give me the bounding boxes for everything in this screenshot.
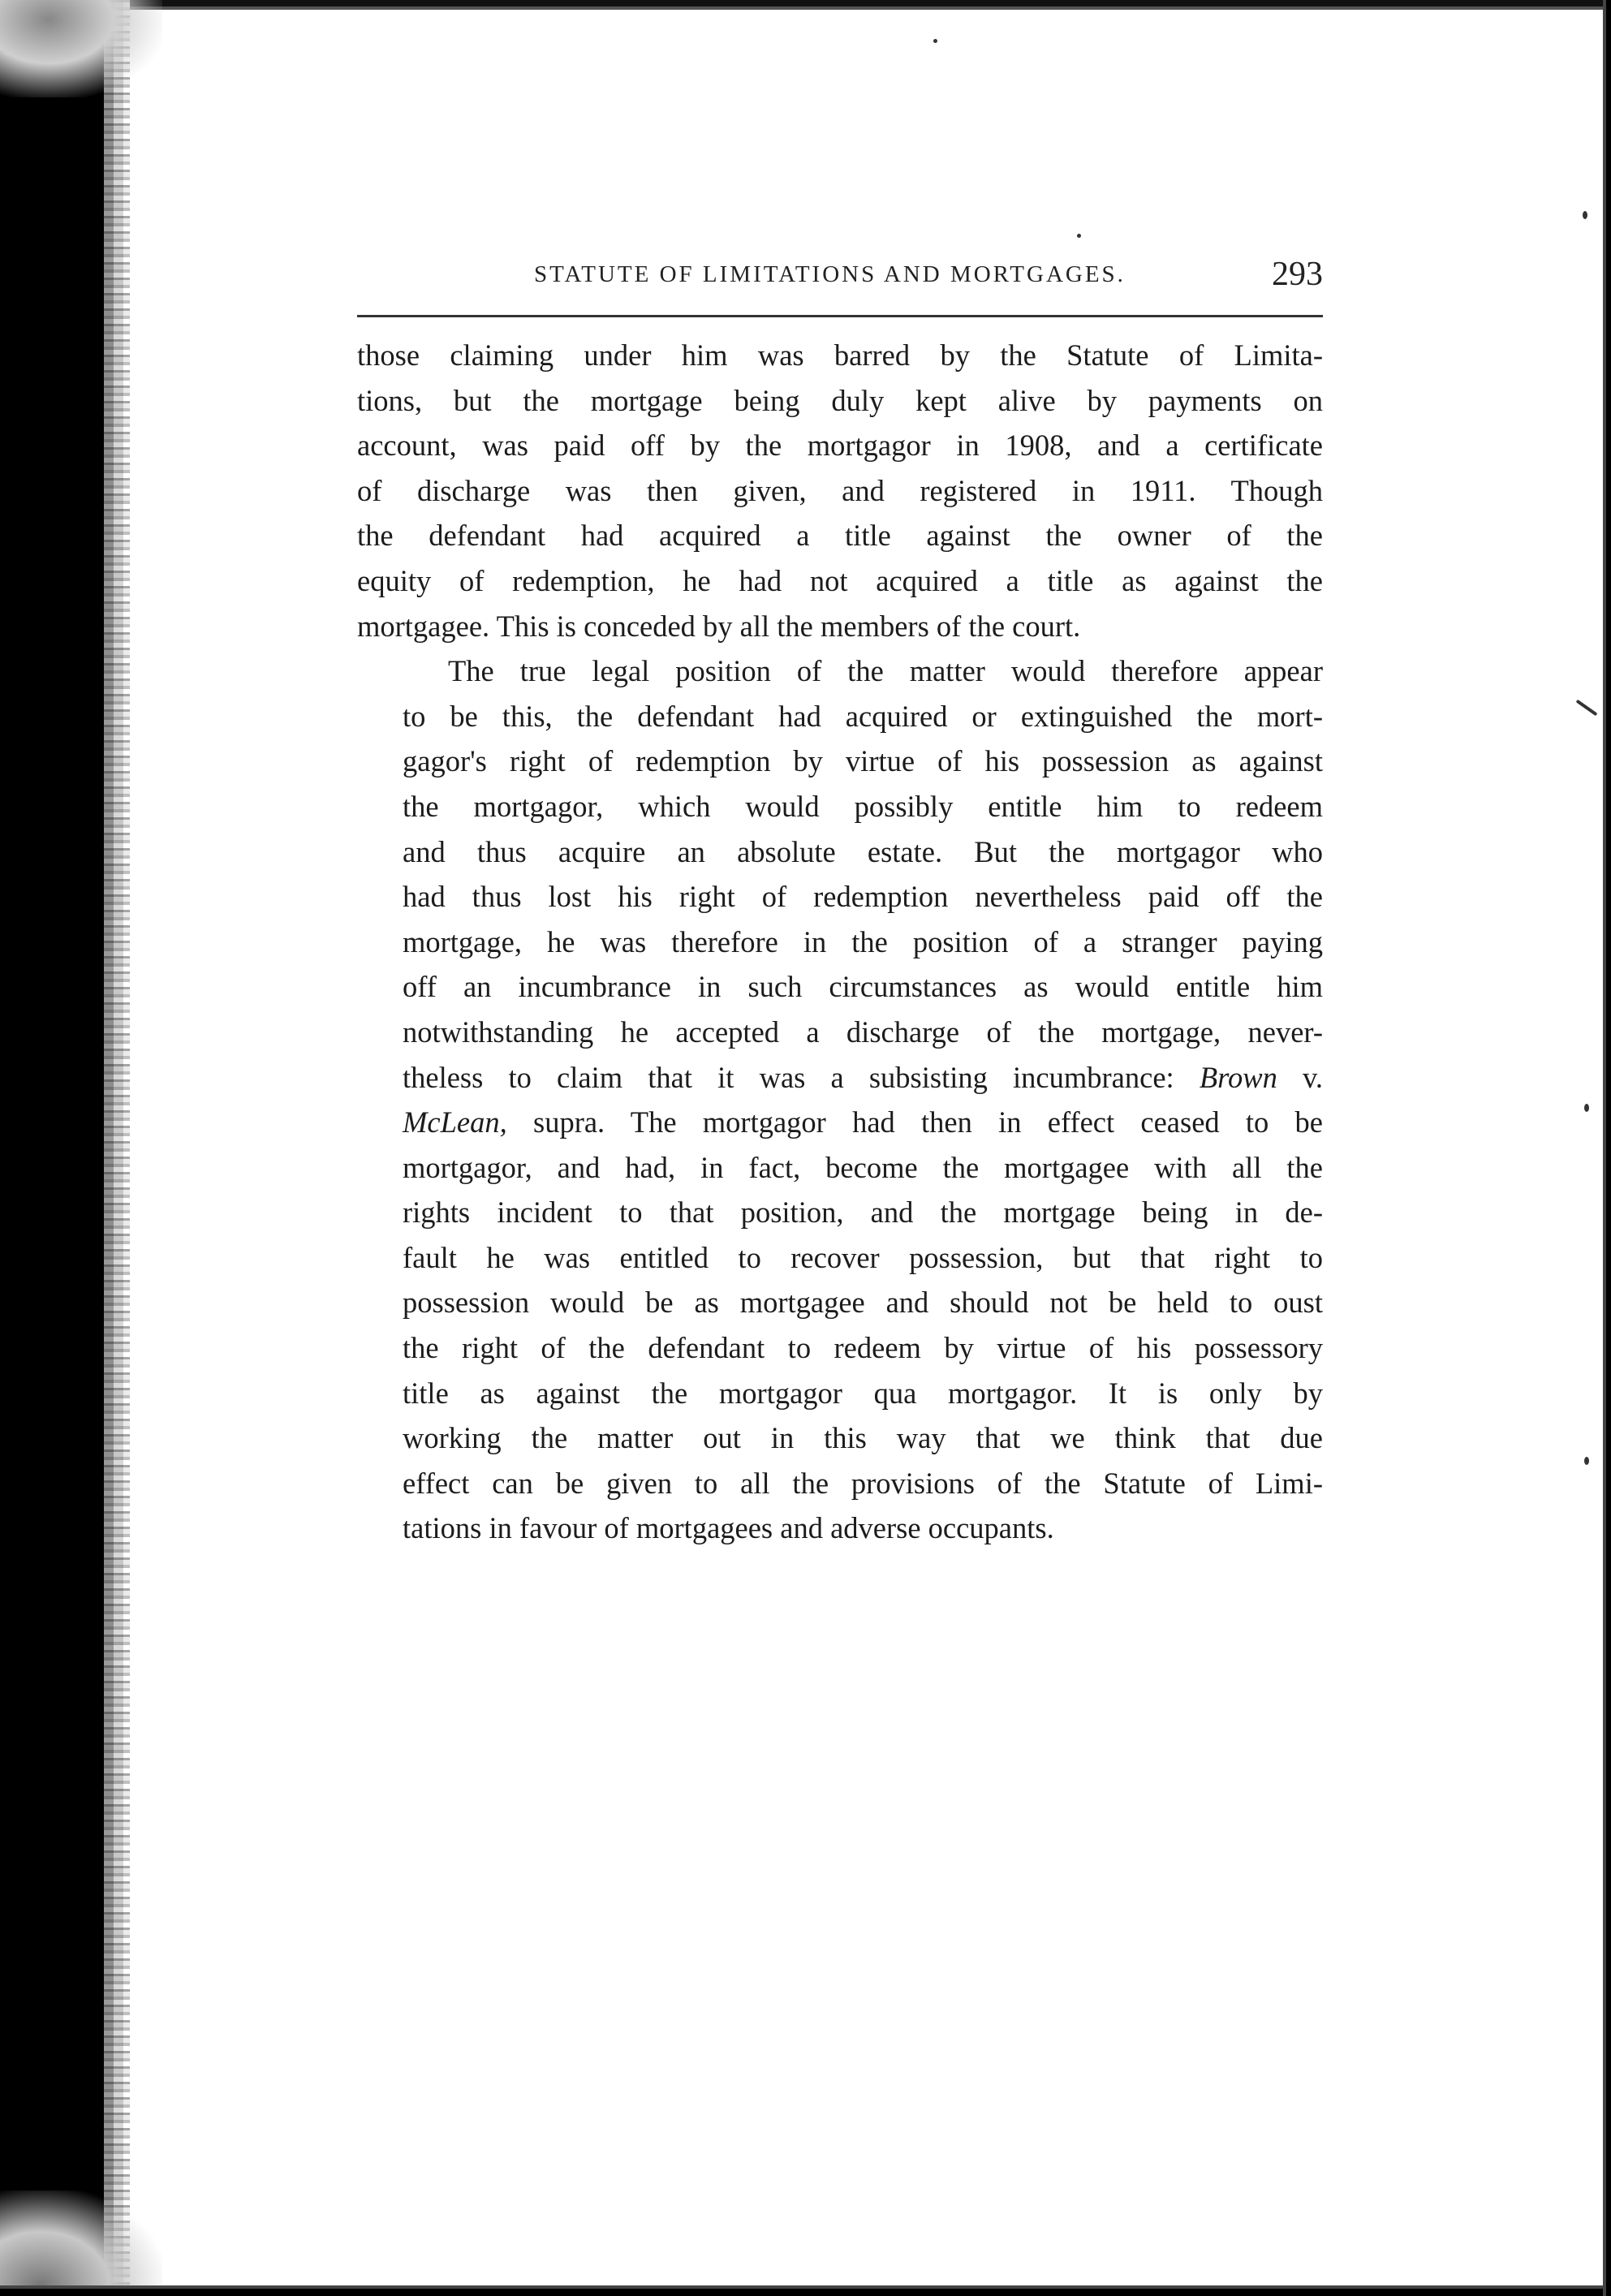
text-segment: supra. The mortgagor had then in effect ceased to be — [533, 1105, 1323, 1139]
body-text — [357, 333, 1323, 1551]
scan-speck — [1576, 700, 1598, 716]
text-line: mortgagee. This is conceded by all the members of the court. — [357, 609, 1081, 643]
scan-border-left — [0, 0, 130, 2296]
scan-speck — [1584, 1104, 1589, 1112]
text-line: the defendant had acquired a title against the owner of the — [357, 519, 1323, 553]
text-line: tions, but the mortgage being duly kept alive by payments on — [357, 383, 1323, 417]
case-name: Brown — [1199, 1060, 1277, 1094]
text-line: title as against the mortgagor qua mortgagor. It is only by — [403, 1376, 1323, 1410]
scan-speck — [933, 39, 937, 43]
text-line: equity of redemption, he had not acquired a title as against the — [357, 563, 1323, 597]
case-name: McLean, — [403, 1105, 507, 1139]
text-line: off an incumbrance in such circumstances as would entitle him — [403, 970, 1323, 1004]
text-line: the mortgagor, which would possibly entitle him to redeem — [403, 789, 1323, 823]
page-number: 293 — [1272, 256, 1323, 293]
text-line: working the matter out in this way that we think that due — [403, 1421, 1323, 1455]
text-line: mortgage, he was therefore in the position of a stranger paying — [403, 924, 1323, 958]
scan-speck — [1077, 234, 1081, 238]
scan-border-right — [1598, 0, 1611, 2296]
text-line: notwithstanding he accepted a discharge of the mortgage, never- — [403, 1014, 1323, 1049]
text-line: mortgagor, and had, in fact, become the mortgagee with all the — [403, 1150, 1323, 1184]
text-line: account, was paid off by the mortgagor in 1908, and a certificate — [357, 429, 1323, 463]
scan-speck — [1584, 1457, 1589, 1465]
text-segment: theless to claim that it was a subsisting incumbrance: — [403, 1060, 1174, 1094]
scan-corner-bottom-left — [0, 2190, 162, 2296]
text-line: those claiming under him was barred by the Statute of Limita- — [357, 338, 1323, 372]
scan-corner-top-left — [0, 0, 162, 97]
text-line: the right of the defendant to redeem by virtue of his possessory — [403, 1331, 1323, 1365]
text-line: possession would be as mortgagee and should not be held to oust — [403, 1286, 1323, 1320]
text-line: The true legal position of the matter would therefore appear — [448, 654, 1323, 688]
text-line: had thus lost his right of redemption nevertheless paid off the — [403, 880, 1323, 914]
text-line-with-citation — [357, 1100, 1323, 1145]
text-line: gagor's right of redemption by virtue of his possession as against — [403, 744, 1323, 778]
running-title: STATUTE OF LIMITATIONS AND MORTGAGES. — [534, 261, 1126, 287]
header-rule — [357, 315, 1323, 317]
paragraph-1 — [357, 333, 1323, 648]
text-line: and thus acquire an absolute estate. But the mortgagor who — [403, 834, 1323, 868]
text-line: tations in favour of mortgagees and adverse occupants. — [403, 1511, 1054, 1545]
text-line-with-citation — [357, 1055, 1323, 1101]
text-line: rights incident to that position, and the mortgage being in de- — [403, 1195, 1323, 1230]
case-versus: v. — [1303, 1060, 1323, 1094]
text-line: to be this, the defendant had acquired or extinguished the mort- — [403, 699, 1323, 733]
text-line: of discharge was then given, and registered in 1911. Though — [357, 473, 1323, 507]
scan-border-bottom — [0, 2281, 1611, 2296]
paragraph-2 — [357, 648, 1323, 1551]
scan-border-top — [0, 0, 1611, 16]
running-header — [357, 258, 1323, 307]
scan-speck — [1583, 211, 1587, 219]
text-line: effect can be given to all the provisions of the Statute of Limi- — [403, 1466, 1323, 1500]
text-line: fault he was entitled to recover possession, but that right to — [403, 1240, 1323, 1274]
